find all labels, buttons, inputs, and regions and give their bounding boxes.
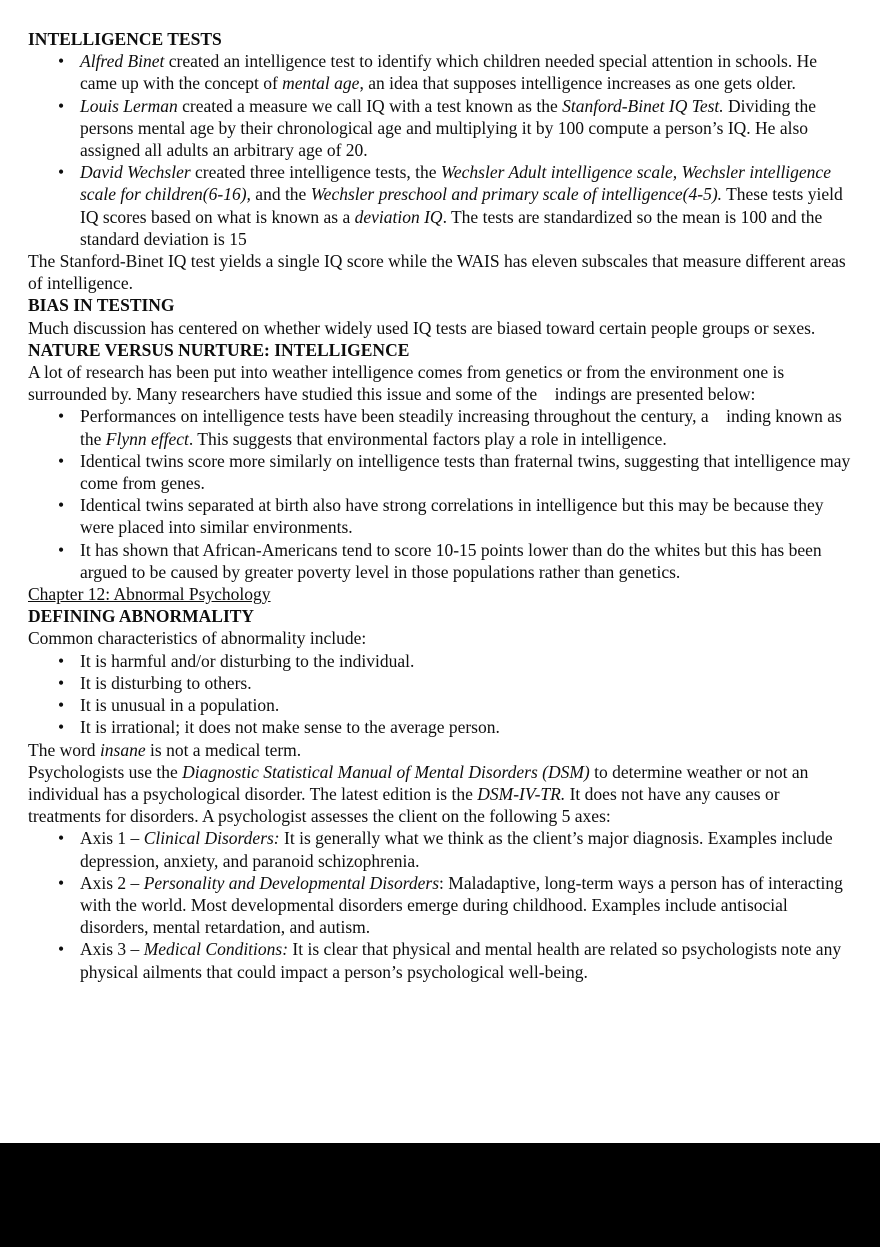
text-run: It is generally what we think as the client’s major diagnosis. Examples include depression, anxiety, and paranoid schizophrenia. xyxy=(80,828,833,871)
text-run: and the xyxy=(250,184,311,205)
text-run: It does not have any causes or treatments for disorders. A psychologist assesses the client on the following 5 axes: xyxy=(28,783,780,827)
bullet-icon: • xyxy=(58,872,65,893)
list-item xyxy=(28,494,852,538)
text-run: created an intelligence test to identify which children needed special attention in schools. He came up with the concept of xyxy=(80,51,818,94)
text-run: . This suggests that environmental factors play a role in intelligence. xyxy=(188,428,667,449)
text-run: It is unusual in a population. xyxy=(80,695,280,716)
bullet-icon: • xyxy=(58,95,65,116)
section-heading: INTELLIGENCE TESTS xyxy=(28,29,222,49)
paragraph xyxy=(28,739,852,761)
paragraph xyxy=(28,361,852,405)
chapter-title-text: Chapter 12: Abnormal Psychology xyxy=(28,584,271,605)
text-run: created a measure we call IQ with a test known as the xyxy=(177,95,563,116)
text-run: The Stanford-Binet IQ test yields a single IQ score while the WAIS has eleven subscales that measure different areas of intelligence. xyxy=(28,251,846,294)
text-run: Common characteristics of abnormality include: xyxy=(28,628,367,649)
text-run: to determine weather or not an individual has a psychological disorder. The latest edition is the xyxy=(28,761,809,804)
paragraph xyxy=(28,250,852,294)
text-run: . The tests are standardized so the mean is 100 and the standard deviation is 15 xyxy=(80,206,823,249)
text-run-italic: Flynn effect xyxy=(105,428,189,449)
text-run-italic: DSM-IV-TR. xyxy=(477,783,566,804)
list-item xyxy=(28,827,852,871)
text-run: is not a medical term. xyxy=(145,739,302,760)
paragraph xyxy=(28,317,852,339)
letterbox-bottom xyxy=(0,1143,880,1247)
bullet-list xyxy=(28,405,852,583)
bullet-list xyxy=(28,650,852,739)
text-run-italic: Alfred Binet xyxy=(80,51,165,72)
text-run: A lot of research has been put into weather intelligence comes from genetics or from the environment one is surrounded by. Many researchers have studied this issue and some of the indings are presented below: xyxy=(28,362,785,405)
list-item xyxy=(28,872,852,939)
list-item xyxy=(28,450,852,494)
bullet-icon: • xyxy=(58,539,65,560)
text-run: , an idea that supposes intelligence increases as one gets older. xyxy=(359,73,796,94)
text-run: These tests yield IQ scores based on what is known as a xyxy=(80,184,843,227)
text-run: It is clear that physical and mental health are related so psychologists note any physical ailments that could impact a person’s psychological well-being. xyxy=(80,939,842,982)
text-run: Psychologists use the xyxy=(28,761,183,782)
list-item xyxy=(28,50,852,94)
paragraph xyxy=(28,761,852,828)
bullet-icon: • xyxy=(58,495,65,516)
text-run: Axis 3 – xyxy=(80,939,144,960)
section-heading: NATURE VERSUS NURTURE: INTELLIGENCE xyxy=(28,339,410,360)
bullet-icon: • xyxy=(58,650,65,671)
text-run: The word xyxy=(28,739,100,760)
text-run-italic: deviation IQ xyxy=(354,206,443,227)
bullet-icon: • xyxy=(58,717,65,738)
text-run: It is harmful and/or disturbing to the individual. xyxy=(80,650,415,671)
bullet-list xyxy=(28,827,852,982)
list-item xyxy=(28,539,852,583)
text-run-italic: mental age xyxy=(282,73,360,94)
text-run-italic: Personality and Developmental Disorders xyxy=(143,872,440,893)
bullet-icon: • xyxy=(58,828,65,849)
text-run-italic: David Wechsler xyxy=(80,162,191,183)
bullet-icon: • xyxy=(58,695,65,716)
chapter-title xyxy=(28,583,852,605)
bullet-icon: • xyxy=(58,672,65,693)
text-run: Dividing the persons mental age by their chronological age and multiplying it by 100 compute a person’s IQ. He also assigned all adults an arbitrary age of 20. xyxy=(80,95,817,161)
list-item xyxy=(28,938,852,982)
section-heading: DEFINING ABNORMALITY xyxy=(28,606,255,627)
document-content xyxy=(28,28,852,983)
bullet-icon: • xyxy=(58,51,65,72)
text-run-italic: Wechsler preschool and primary scale of intelligence(4-5). xyxy=(310,184,723,205)
text-run-italic: Louis Lerman xyxy=(80,95,178,116)
text-run-italic: Stanford-Binet IQ Test. xyxy=(562,95,724,116)
bullet-icon: • xyxy=(58,406,65,427)
text-run: Axis 1 – xyxy=(80,828,144,849)
list-item xyxy=(28,716,852,738)
list-item xyxy=(28,672,852,694)
bullet-icon: • xyxy=(58,162,65,183)
text-run: Identical twins separated at birth also have strong correlations in intelligence but this may be because they were placed into similar environments. xyxy=(80,495,824,538)
section-heading: BIAS IN TESTING xyxy=(28,295,175,316)
bullet-list xyxy=(28,50,852,250)
text-run: Identical twins score more similarly on intelligence tests than fraternal twins, suggesting that intelligence may come from genes. xyxy=(80,450,851,494)
list-item xyxy=(28,650,852,672)
text-run: Axis 2 – xyxy=(80,872,144,893)
text-run-italic: Wechsler Adult intelligence scale, Wechsler intelligence scale for children(6-16), xyxy=(80,162,831,205)
text-run: It is irrational; it does not make sense to the average person. xyxy=(80,717,500,738)
text-run: It is disturbing to others. xyxy=(80,672,252,693)
text-run-italic: insane xyxy=(99,739,146,760)
bullet-icon: • xyxy=(58,939,65,960)
text-run: : Maladaptive, long-term ways a person has of interacting with the world. Most developmental disorders emerge during childhood. Examples include antisocial disorders, mental retardation, and autism. xyxy=(80,872,843,938)
text-run-italic: Diagnostic Statistical Manual of Mental Disorders (DSM) xyxy=(182,761,590,782)
text-run: created three intelligence tests, the xyxy=(190,162,441,183)
paragraph xyxy=(28,627,852,649)
list-item xyxy=(28,694,852,716)
list-item xyxy=(28,161,852,250)
list-item xyxy=(28,405,852,449)
text-run-italic: Medical Conditions: xyxy=(143,939,289,960)
text-run: Performances on intelligence tests have been steadily increasing throughout the century, a inding known as the xyxy=(80,406,842,449)
text-run-italic: Clinical Disorders: xyxy=(143,828,280,849)
text-run: It has shown that African-Americans tend to score 10-15 points lower than do the whites but this has been argued to be caused by greater poverty level in those populations rather than genetics. xyxy=(80,539,822,582)
text-run: Much discussion has centered on whether widely used IQ tests are biased toward certain people groups or sexes. xyxy=(28,317,816,338)
bullet-icon: • xyxy=(58,450,65,471)
list-item xyxy=(28,95,852,162)
